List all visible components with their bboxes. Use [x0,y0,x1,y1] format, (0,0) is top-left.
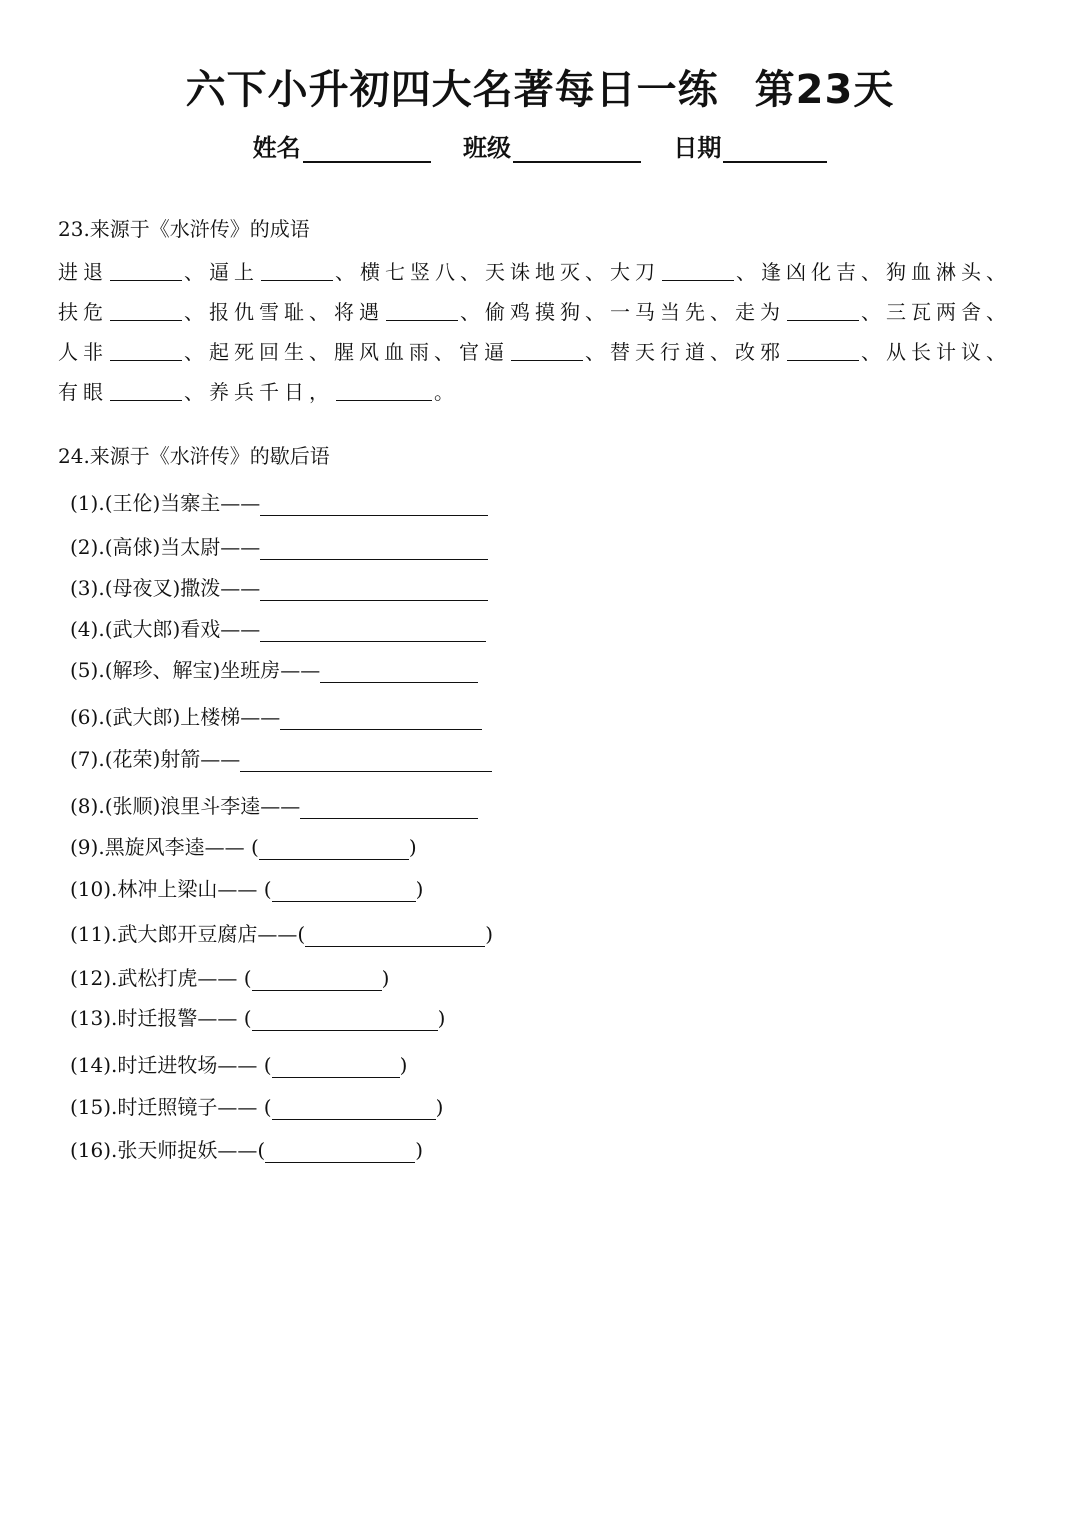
idiom-blank[interactable] [336,380,432,401]
xiehouyu-item: (8).(张顺)浪里斗李逵—— [70,790,478,819]
answer-blank[interactable] [272,881,416,902]
answer-blank[interactable] [265,1142,415,1163]
answer-blank[interactable] [305,926,485,947]
date-field: 日期 [673,128,827,163]
idiom-blank[interactable] [662,260,734,281]
xiehouyu-item: (12).武松打虎—— ( ) [70,966,390,990]
name-input-line[interactable] [303,135,431,163]
answer-blank[interactable] [260,539,488,560]
xiehouyu-item: (6).(武大郎)上楼梯—— [70,701,482,730]
idiom-blank[interactable] [110,340,182,361]
class-field: 班级 [463,128,641,163]
idiom-blank[interactable] [261,260,333,281]
answer-blank[interactable] [260,580,488,601]
xiehouyu-item: (14).时迁进牧场—— ( ) [70,1053,408,1077]
xiehouyu-item: (4).(武大郎)看戏—— [70,613,486,642]
answer-blank[interactable] [260,495,488,516]
answer-blank[interactable] [252,1010,438,1031]
xiehouyu-item: (16).张天师捉妖——( ) [70,1138,424,1162]
answer-blank[interactable] [272,1057,400,1078]
xiehouyu-item: (15).时迁照镜子—— ( ) [70,1095,444,1119]
answer-blank[interactable] [320,662,478,683]
idiom-blank[interactable] [511,340,583,361]
idiom-blank[interactable] [386,300,458,321]
name-field: 姓名 [253,128,431,163]
answer-blank[interactable] [260,621,486,642]
answer-blank[interactable] [272,1099,436,1120]
xiehouyu-item: (11).武大郎开豆腐店——( ) [70,922,494,946]
xiehouyu-item: (1).(王伦)当寨主—— [70,487,488,516]
xiehouyu-item: (13).时迁报警—— ( ) [70,1006,446,1030]
xiehouyu-item: (2).(高俅)当太尉—— [70,531,488,560]
idiom-row: 有眼 、养兵千日， 。 [58,379,459,404]
idiom-blank[interactable] [110,300,182,321]
answer-blank[interactable] [252,970,382,991]
xiehouyu-item: (7).(花荣)射箭—— [70,743,492,772]
answer-blank[interactable] [259,839,409,860]
question-23-title: 23.来源于《水浒传》的成语 [58,217,310,241]
idiom-row: 扶危 、报仇雪耻、将遇 、偷鸡摸狗、一马当先、走为 、三瓦两舍、 [58,299,1011,324]
xiehouyu-item: (5).(解珍、解宝)坐班房—— [70,654,478,683]
idiom-blank[interactable] [110,260,182,281]
idiom-row: 进退 、逼上 、横七竖八、天诛地灭、大刀 、逢凶化吉、狗血淋头、 [58,259,1011,284]
xiehouyu-item: (9).黑旋风李逵—— ( ) [70,835,417,859]
xiehouyu-item: (10).林冲上梁山—— ( ) [70,877,424,901]
date-input-line[interactable] [723,135,827,163]
idiom-blank[interactable] [787,340,859,361]
answer-blank[interactable] [300,798,478,819]
answer-blank[interactable] [240,751,492,772]
xiehouyu-item: (3).(母夜叉)撒泼—— [70,572,488,601]
answer-blank[interactable] [280,709,482,730]
page-title [0,58,1080,115]
question-24-title: 24.来源于《水浒传》的歇后语 [58,444,330,468]
idiom-row: 人非 、起死回生、腥风血雨、官逼 、替天行道、改邪 、从长计议、 [58,339,1011,364]
class-input-line[interactable] [513,135,641,163]
student-info [0,128,1080,163]
idiom-rows [58,250,1038,410]
day-label: 第23天 [754,67,895,113]
idiom-blank[interactable] [787,300,859,321]
idiom-blank[interactable] [110,380,182,401]
title-text: 六下小升初四大名著每日一练 [185,67,719,113]
